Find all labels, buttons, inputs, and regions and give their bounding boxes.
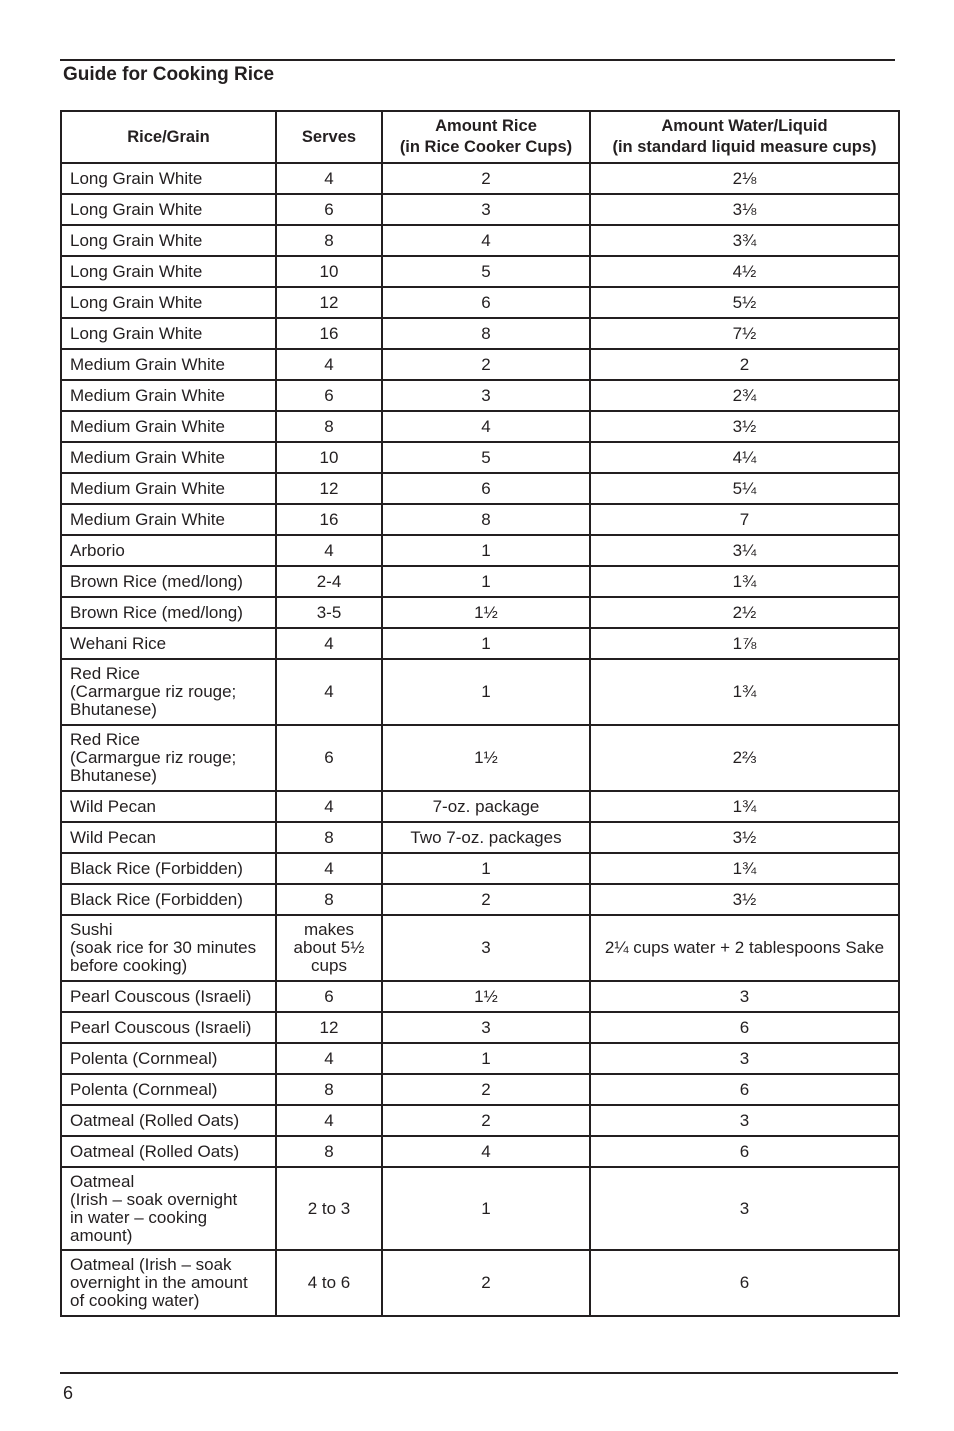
cell-amount-rice: 3 — [382, 915, 590, 981]
cell-serves: 4 — [276, 628, 382, 659]
cell-amount-rice: 8 — [382, 504, 590, 535]
cell-amount-water: 3 — [590, 1043, 899, 1074]
table-row — [61, 1136, 899, 1167]
table-row — [61, 822, 899, 853]
table-row — [61, 318, 899, 349]
cell-amount-rice: 1 — [382, 1043, 590, 1074]
table-row — [61, 411, 899, 442]
cell-serves: 6 — [276, 981, 382, 1012]
cell-amount-water: 3 — [590, 981, 899, 1012]
cell-serves: 4 — [276, 853, 382, 884]
cell-rice-grain: Sushi (soak rice for 30 minutes before cooking) — [61, 915, 276, 981]
table-row — [61, 597, 899, 628]
table-row — [61, 1250, 899, 1316]
table-row — [61, 225, 899, 256]
cell-amount-water: 3⅛ — [590, 194, 899, 225]
cell-rice-grain: Polenta (Cornmeal) — [61, 1074, 276, 1105]
cell-rice-grain: Oatmeal (Irish – soak overnight in water – cooking amount) — [61, 1167, 276, 1250]
cell-amount-water: 6 — [590, 1250, 899, 1316]
cell-amount-water: 1¾ — [590, 659, 899, 725]
cell-rice-grain: Long Grain White — [61, 318, 276, 349]
cell-rice-grain: Oatmeal (Irish – soak overnight in the amount of cooking water) — [61, 1250, 276, 1316]
cell-serves: 8 — [276, 822, 382, 853]
cell-serves: 8 — [276, 411, 382, 442]
cell-amount-rice: 1½ — [382, 981, 590, 1012]
cell-amount-water: 1¾ — [590, 791, 899, 822]
cell-rice-grain: Medium Grain White — [61, 411, 276, 442]
table-row — [61, 256, 899, 287]
cell-amount-water: 7½ — [590, 318, 899, 349]
table-row — [61, 287, 899, 318]
cell-amount-rice: 2 — [382, 1074, 590, 1105]
table-row — [61, 884, 899, 915]
cell-rice-grain: Long Grain White — [61, 287, 276, 318]
table-row — [61, 349, 899, 380]
cell-rice-grain: Red Rice (Carmargue riz rouge; Bhutanese) — [61, 725, 276, 791]
cell-amount-rice: 6 — [382, 473, 590, 504]
cell-amount-rice: 4 — [382, 411, 590, 442]
page-number: 6 — [63, 1383, 74, 1403]
cell-serves: 4 — [276, 1043, 382, 1074]
cell-amount-water: 2⅔ — [590, 725, 899, 791]
cell-amount-rice: 3 — [382, 380, 590, 411]
header-serves: Serves — [276, 111, 382, 163]
cell-serves: 8 — [276, 1074, 382, 1105]
table-row — [61, 1012, 899, 1043]
table-row — [61, 915, 899, 981]
table-row — [61, 504, 899, 535]
header-amount-water: Amount Water/Liquid (in standard liquid measure cups) — [590, 111, 899, 163]
header-rice-grain: Rice/Grain — [61, 111, 276, 163]
cell-rice-grain: Arborio — [61, 535, 276, 566]
cell-serves: 4 to 6 — [276, 1250, 382, 1316]
cell-amount-rice: Two 7-oz. packages — [382, 822, 590, 853]
cell-serves: 6 — [276, 194, 382, 225]
cell-serves: 4 — [276, 349, 382, 380]
cell-rice-grain: Long Grain White — [61, 163, 276, 194]
cell-rice-grain: Polenta (Cornmeal) — [61, 1043, 276, 1074]
table-row — [61, 1105, 899, 1136]
cell-amount-water: 3¾ — [590, 225, 899, 256]
cell-serves: 4 — [276, 163, 382, 194]
cell-amount-water: 1¾ — [590, 566, 899, 597]
table-row — [61, 981, 899, 1012]
table-row — [61, 1167, 899, 1250]
cell-amount-water: 6 — [590, 1136, 899, 1167]
cell-rice-grain: Medium Grain White — [61, 473, 276, 504]
cell-amount-water: 1¾ — [590, 853, 899, 884]
cell-rice-grain: Pearl Couscous (Israeli) — [61, 981, 276, 1012]
cell-rice-grain: Medium Grain White — [61, 442, 276, 473]
table-row — [61, 163, 899, 194]
table-row — [61, 725, 899, 791]
cell-serves: 2 to 3 — [276, 1167, 382, 1250]
cell-amount-water: 2½ — [590, 597, 899, 628]
cell-amount-rice: 8 — [382, 318, 590, 349]
cell-amount-rice: 1 — [382, 566, 590, 597]
cell-serves: 4 — [276, 659, 382, 725]
page-title: Guide for Cooking Rice — [63, 64, 275, 85]
cell-amount-rice: 1½ — [382, 597, 590, 628]
cell-amount-water: 2⅛ — [590, 163, 899, 194]
cell-rice-grain: Black Rice (Forbidden) — [61, 884, 276, 915]
cell-serves: 8 — [276, 884, 382, 915]
cell-amount-rice: 4 — [382, 1136, 590, 1167]
cell-amount-rice: 1 — [382, 853, 590, 884]
cell-serves: 12 — [276, 1012, 382, 1043]
cell-amount-rice: 5 — [382, 442, 590, 473]
cell-amount-water: 7 — [590, 504, 899, 535]
header-amount-rice: Amount Rice (in Rice Cooker Cups) — [382, 111, 590, 163]
cell-serves: 12 — [276, 287, 382, 318]
cell-serves: 4 — [276, 535, 382, 566]
cell-amount-water: 2¼ cups water + 2 tablespoons Sake — [590, 915, 899, 981]
cell-amount-water: 5½ — [590, 287, 899, 318]
cell-rice-grain: Oatmeal (Rolled Oats) — [61, 1136, 276, 1167]
cell-amount-rice: 2 — [382, 1105, 590, 1136]
top-rule — [60, 59, 895, 61]
cell-amount-rice: 1 — [382, 659, 590, 725]
cell-serves: 8 — [276, 1136, 382, 1167]
cell-amount-rice: 2 — [382, 1250, 590, 1316]
cell-serves: 10 — [276, 256, 382, 287]
cell-serves: 4 — [276, 791, 382, 822]
cell-amount-water: 3½ — [590, 822, 899, 853]
cell-rice-grain: Long Grain White — [61, 256, 276, 287]
cell-rice-grain: Brown Rice (med/long) — [61, 566, 276, 597]
cell-rice-grain: Wehani Rice — [61, 628, 276, 659]
table-row — [61, 853, 899, 884]
cell-amount-rice: 4 — [382, 225, 590, 256]
cell-serves: 16 — [276, 318, 382, 349]
cell-serves: 12 — [276, 473, 382, 504]
cell-amount-rice: 2 — [382, 163, 590, 194]
cell-amount-rice: 1 — [382, 628, 590, 659]
table-row — [61, 1043, 899, 1074]
cell-serves: makes about 5½ cups — [276, 915, 382, 981]
cell-rice-grain: Wild Pecan — [61, 791, 276, 822]
table-row — [61, 194, 899, 225]
table-row — [61, 628, 899, 659]
cell-amount-rice: 1½ — [382, 725, 590, 791]
cell-amount-water: 6 — [590, 1074, 899, 1105]
table-row — [61, 442, 899, 473]
table-row — [61, 535, 899, 566]
table-row — [61, 1074, 899, 1105]
cell-amount-water: 3 — [590, 1167, 899, 1250]
bottom-rule — [60, 1372, 898, 1374]
cell-serves: 6 — [276, 725, 382, 791]
cell-rice-grain: Pearl Couscous (Israeli) — [61, 1012, 276, 1043]
rice-cooking-table — [60, 110, 900, 1317]
cell-rice-grain: Long Grain White — [61, 225, 276, 256]
cell-amount-water: 2 — [590, 349, 899, 380]
cell-amount-water: 4¼ — [590, 442, 899, 473]
table-row — [61, 473, 899, 504]
cell-amount-rice: 1 — [382, 1167, 590, 1250]
cell-amount-rice: 7-oz. package — [382, 791, 590, 822]
table-row — [61, 791, 899, 822]
cell-amount-water: 6 — [590, 1012, 899, 1043]
table-row — [61, 566, 899, 597]
cell-rice-grain: Medium Grain White — [61, 504, 276, 535]
cell-serves: 8 — [276, 225, 382, 256]
cell-amount-water: 5¼ — [590, 473, 899, 504]
cell-serves: 2-4 — [276, 566, 382, 597]
cell-amount-water: 3½ — [590, 884, 899, 915]
cell-amount-rice: 5 — [382, 256, 590, 287]
cell-amount-rice: 2 — [382, 349, 590, 380]
cell-amount-water: 1⅞ — [590, 628, 899, 659]
cell-rice-grain: Wild Pecan — [61, 822, 276, 853]
cell-rice-grain: Medium Grain White — [61, 349, 276, 380]
cell-serves: 10 — [276, 442, 382, 473]
cell-amount-water: 3 — [590, 1105, 899, 1136]
cell-serves: 4 — [276, 1105, 382, 1136]
cell-amount-rice: 2 — [382, 884, 590, 915]
cell-rice-grain: Brown Rice (med/long) — [61, 597, 276, 628]
cell-amount-water: 3¼ — [590, 535, 899, 566]
cell-rice-grain: Medium Grain White — [61, 380, 276, 411]
cell-rice-grain: Black Rice (Forbidden) — [61, 853, 276, 884]
cell-amount-rice: 3 — [382, 1012, 590, 1043]
cell-serves: 6 — [276, 380, 382, 411]
cell-amount-water: 4½ — [590, 256, 899, 287]
table-body — [61, 163, 899, 1316]
cell-amount-rice: 1 — [382, 535, 590, 566]
cell-amount-rice: 6 — [382, 287, 590, 318]
cell-amount-rice: 3 — [382, 194, 590, 225]
cell-serves: 16 — [276, 504, 382, 535]
table-row — [61, 659, 899, 725]
cell-amount-water: 3½ — [590, 411, 899, 442]
cell-rice-grain: Oatmeal (Rolled Oats) — [61, 1105, 276, 1136]
cell-amount-water: 2¾ — [590, 380, 899, 411]
cell-rice-grain: Long Grain White — [61, 194, 276, 225]
cell-rice-grain: Red Rice (Carmargue riz rouge; Bhutanese) — [61, 659, 276, 725]
table-header-row — [61, 111, 899, 163]
cell-serves: 3-5 — [276, 597, 382, 628]
table-row — [61, 380, 899, 411]
